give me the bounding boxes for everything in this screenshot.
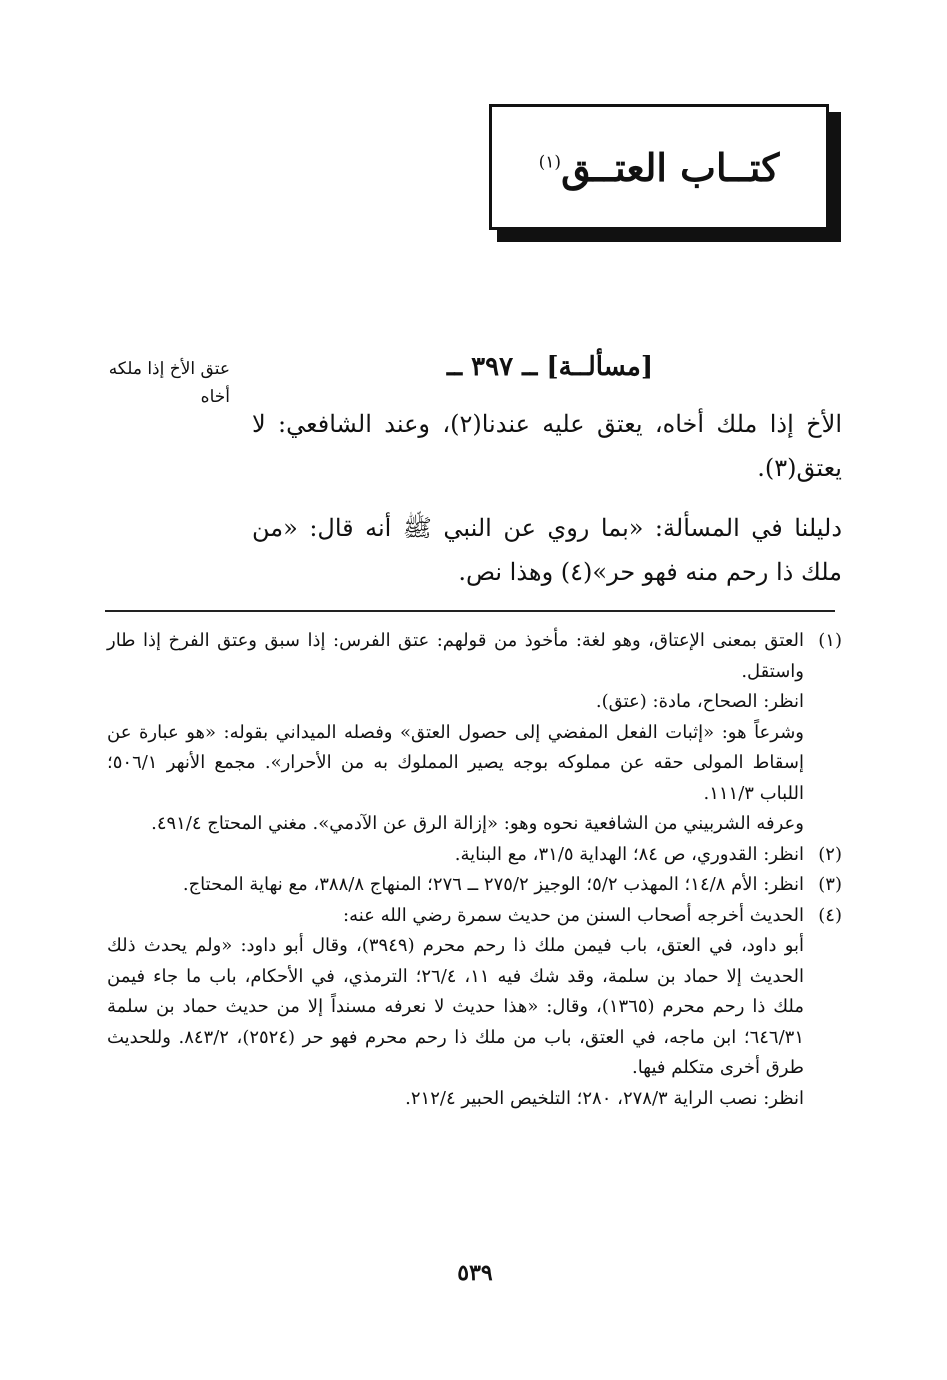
footnotes	[107, 626, 842, 1114]
footnote-4	[107, 901, 842, 1115]
footnote-number: (٣)	[818, 874, 842, 895]
chapter-title	[539, 145, 780, 190]
masala-heading: [مسألــة] ــ ٣٩٧ ــ	[446, 352, 654, 382]
margin-note-line-2: أخاه	[200, 387, 230, 407]
footnote-number: (٤)	[818, 904, 842, 926]
footnote-2	[107, 840, 842, 871]
footnote-line: أبو داود، في العتق، باب فيمن ملك ذا رحم محرم (٣٩٤٩)، وقال أبو داود: «ولم يحدث ذلك الحديث إلا حماد بن سلمة، وقد شك فيه ١١، ٢٦/٤؛ الترمذي، في الأحكام، باب ما جاء فيمن ملك ذا رحم محرم (١٣٦٥)، وقال: «هذا حديث لا نعرفه مسنداً إلا من حديث حماد بن سلمة ٦٤٦/٣١؛ ابن ماجه، في العتق، باب من ملك ذا رحم محرم فهو حر (٢٥٢٤)، ٨٤٣/٢. وللحديث طرق أخرى متكلم فيها.	[107, 935, 805, 1078]
body-paragraph-2: دليلنا في المسألة: «بما روي عن النبي ﷺ أنه قال: «من ملك ذا رحم منه فهو حر»(٤) وهذا نص.	[252, 514, 842, 586]
footnote-line: وعرفه الشربيني من الشافعية نحوه وهو: «إزالة الرق عن الآدمي». مغني المحتاج ٤٩١/٤.	[151, 813, 804, 834]
footnote-line: الحديث أخرجه أصحاب السنن من حديث سمرة رضي الله عنه:	[343, 904, 804, 926]
footnote-line: انظر: نصب الراية ٢٧٨/٣، ٢٨٠؛ التلخيص الحبير ٢١٢/٤.	[405, 1087, 804, 1109]
margin-note-line-1: عتق الأخ إذا ملكه	[108, 359, 230, 379]
footnote-divider	[105, 610, 835, 612]
margin-note	[100, 355, 230, 411]
footnote-line: انظر: الصحاح، مادة: (عتق).	[595, 691, 804, 712]
page-number: ٥٣٩	[457, 1260, 493, 1286]
body-paragraph-1: الأخ إذا ملك أخاه، يعتق عليه عندنا(٢)، وعند الشافعي: لا يعتق(٣).	[252, 410, 842, 482]
footnote-line: العتق بمعنى الإعتاق، وهو لغة: مأخوذ من قولهم: عتق الفرس: إذا سبق وعتق الفرخ إذا طار واستقل.	[107, 630, 804, 682]
chapter-title-note: (١)	[538, 151, 562, 172]
chapter-title-box	[489, 104, 829, 230]
chapter-title-text: كتــاب العتــق	[561, 144, 780, 190]
footnote-1	[107, 626, 842, 840]
footnote-line: انظر: القدوري، ص ٨٤؛ الهداية ٣١/٥، مع البناية.	[454, 843, 804, 865]
footnote-number: (٢)	[818, 843, 842, 865]
footnote-3	[107, 870, 842, 901]
footnote-number: (١)	[818, 630, 842, 651]
footnote-line: وشرعاً هو: «إثبات الفعل المفضي إلى حصول العتق» وفصله الميداني بقوله: «هو عبارة عن إسقاط المولى حقه عن مملوكه بوجه يصير المملوك به من الأحرار». مجمع الأنهر ٥٠٦/١؛ اللباب ١١١/٣.	[107, 721, 805, 804]
footnote-line: انظر: الأم ١٤/٨؛ المهذب ٥/٢؛ الوجيز ٢٧٥/٢ ــ ٢٧٦؛ المنهاج ٣٨٨/٨، مع نهاية المحتاج.	[182, 874, 804, 895]
